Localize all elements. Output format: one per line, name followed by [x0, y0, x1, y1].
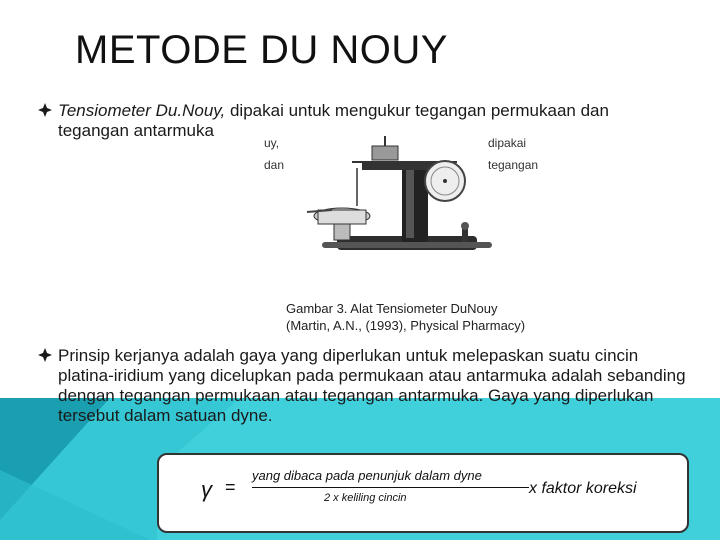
formula-denominator: 2 x keliling cincin	[324, 492, 407, 504]
caption-line-1: Gambar 3. Alat Tensiometer DuNouy	[286, 301, 498, 316]
diamond-bullet-icon	[38, 348, 52, 362]
figure-caption	[286, 300, 525, 334]
bullet-lead-italic: Tensiometer Du.Nouy,	[58, 101, 226, 120]
slide-title: METODE DU NOUY	[75, 28, 448, 72]
formula-fraction-bar	[252, 487, 529, 488]
formula-gamma: γ	[201, 477, 212, 502]
formula-correction-factor: x faktor koreksi	[529, 480, 637, 497]
cropped-text-right-1: dipakai	[488, 136, 527, 150]
cropped-text-left-2: dan	[264, 158, 285, 172]
caption-line-2: (Martin, A.N., (1993), Physical Pharmacy)	[286, 318, 526, 333]
diamond-bullet-icon	[38, 103, 52, 117]
cropped-text-left-1: uy,	[264, 136, 280, 150]
bullet-principle	[38, 346, 698, 426]
bullet-text: Prinsip kerjanya adalah gaya yang diperlukan untuk melepaskan suatu cincin platina-iridium yang dicelupkan pada permukaan atau antarmuka adalah sebanding dengan tegangan permukaan atau tegangan antarmuka. Gaya yang diperlukan tersebut dalam satuan dyne.	[58, 346, 686, 425]
cropped-text-right-2: tegangan	[488, 158, 539, 172]
formula-box	[157, 453, 689, 533]
formula-equals: =	[225, 477, 236, 497]
tensiometer-figure	[262, 124, 552, 339]
surface-tension-formula	[159, 455, 687, 531]
bullet-rest: dipakai untuk mengukur tegangan permukaan dan tegangan antarmuka	[58, 101, 609, 140]
formula-numerator: yang dibaca pada penunjuk dalam dyne	[252, 468, 482, 483]
